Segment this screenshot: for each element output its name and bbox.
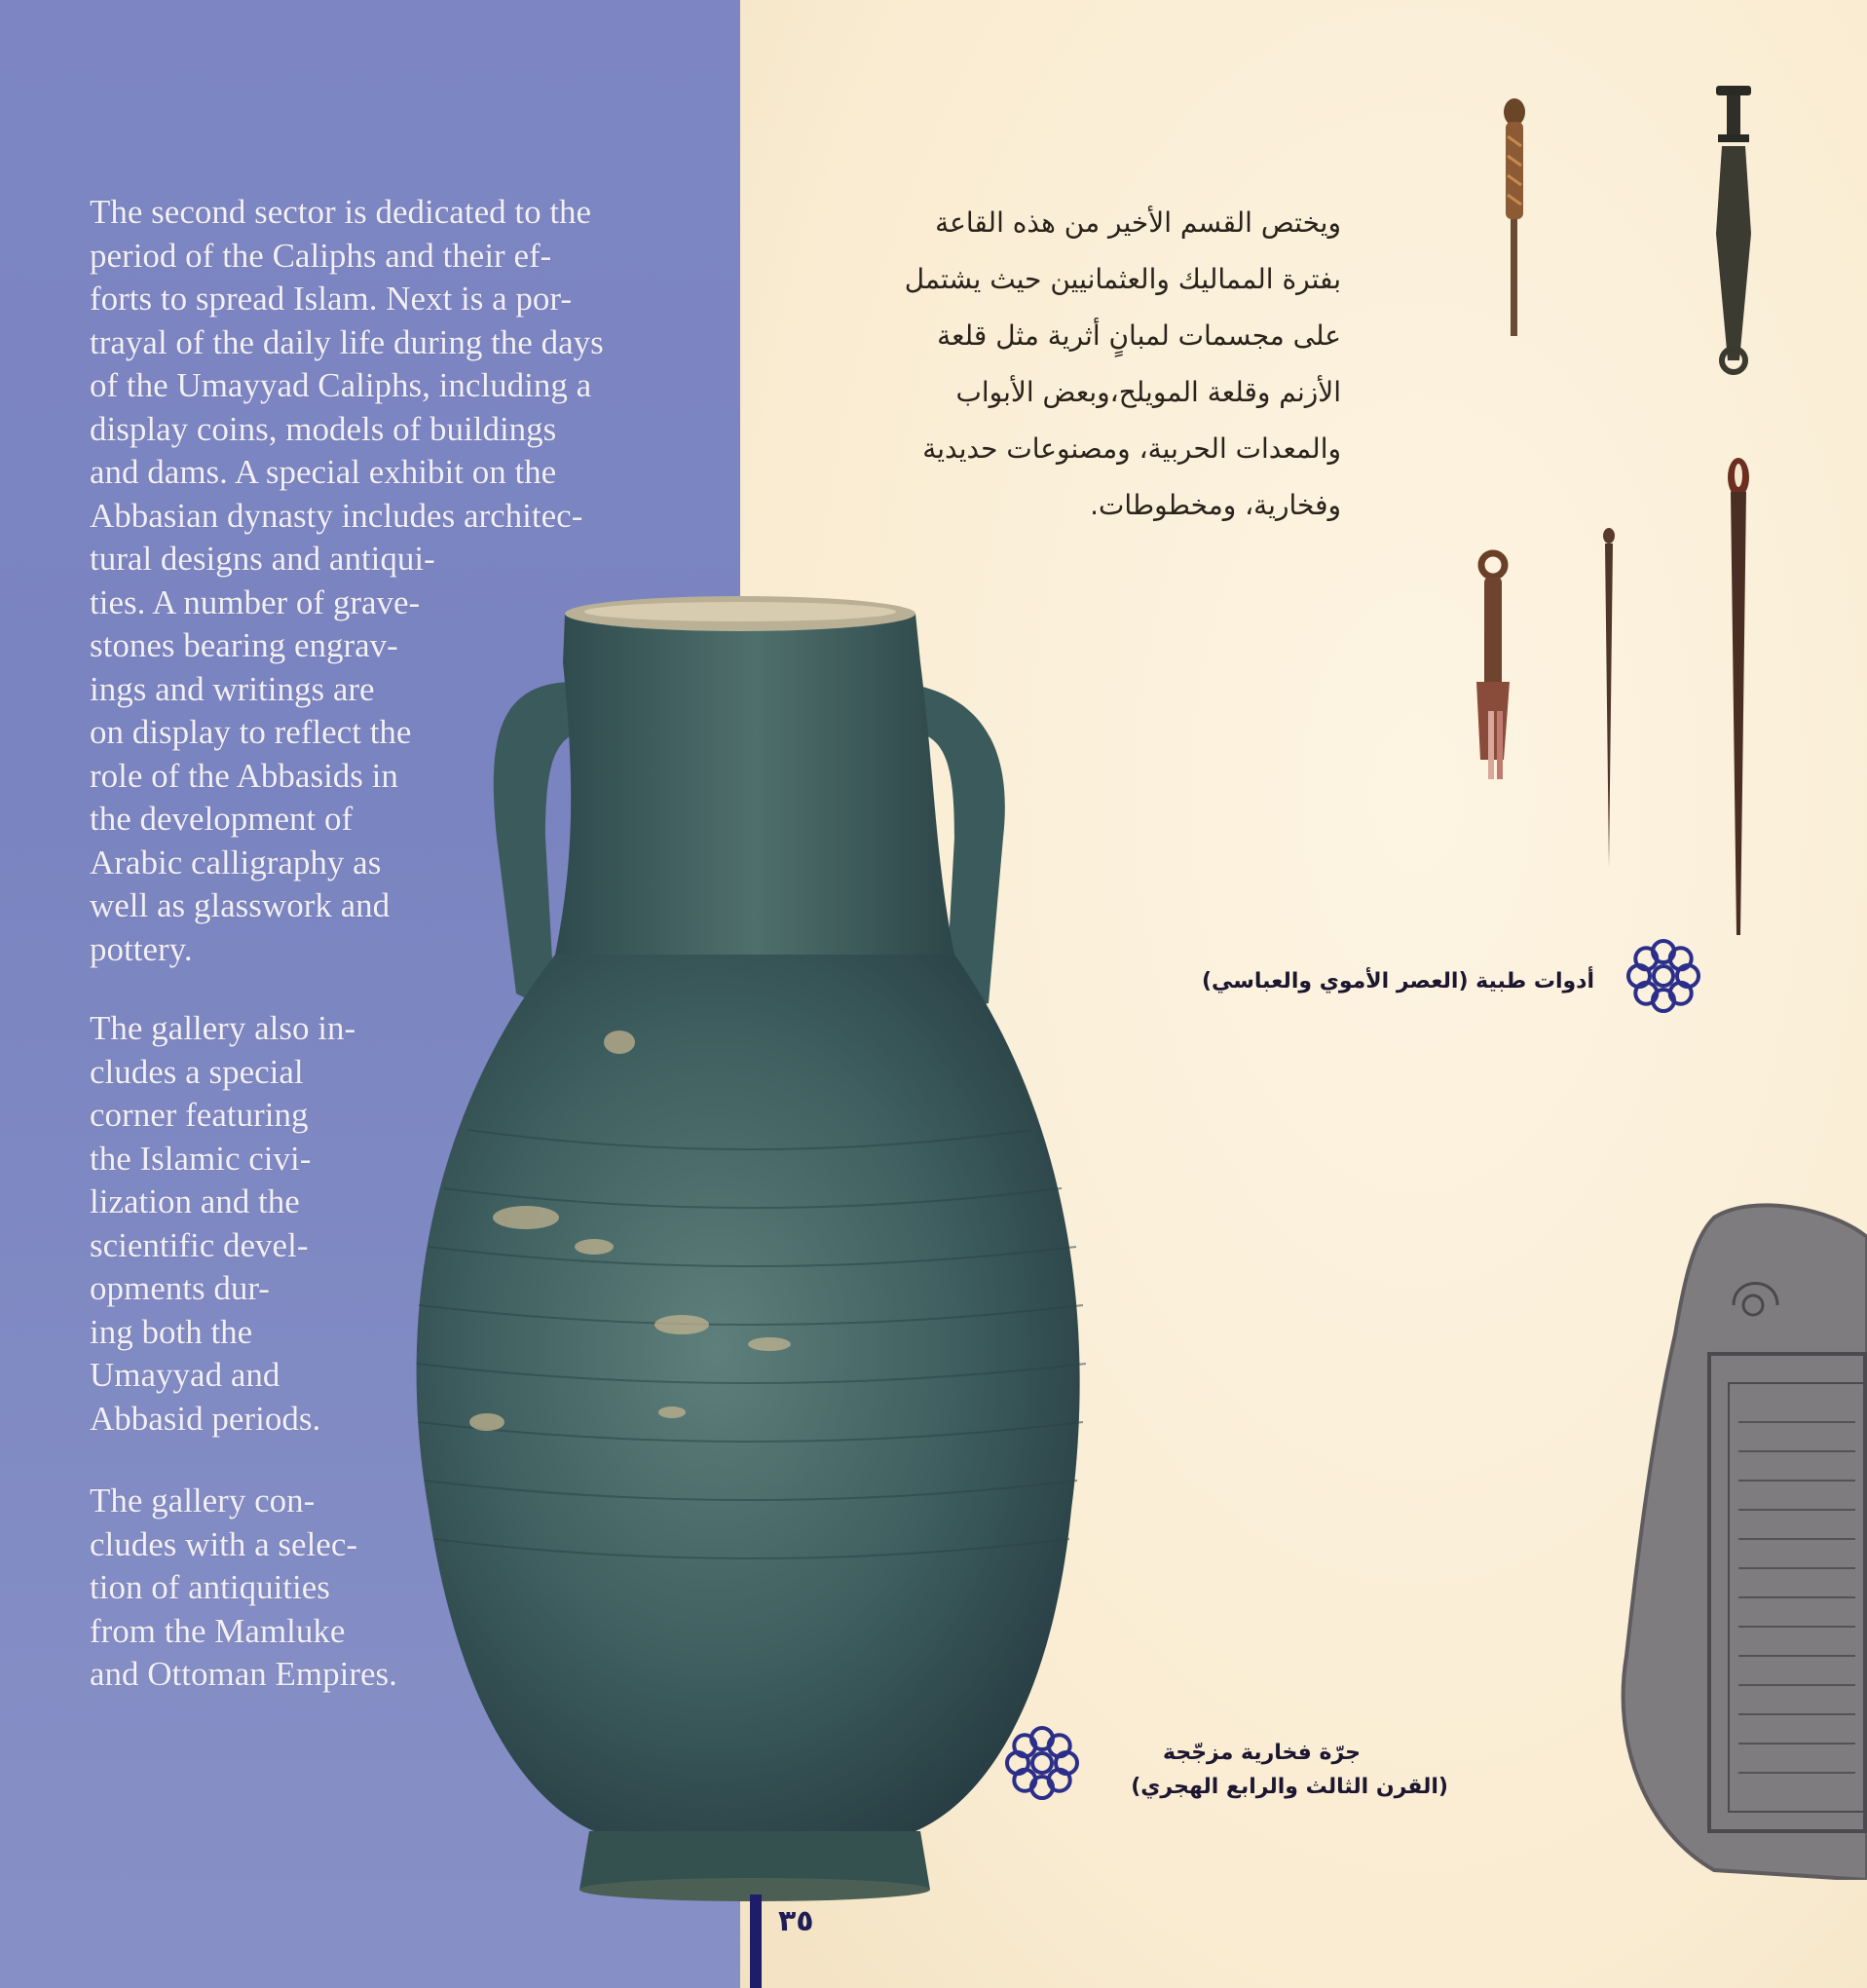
- text-line: الأزنم وقلعة المويلح،وبعض الأبواب: [955, 376, 1341, 408]
- text-line: period of the Caliphs and their ef-: [90, 236, 552, 275]
- text-line: pottery.: [90, 929, 193, 968]
- text-line: والمعدات الحربية، ومصنوعات حديدية: [922, 432, 1341, 465]
- medical-tools-image: [1441, 78, 1792, 955]
- text-line: Abbasid periods.: [90, 1399, 321, 1438]
- text-line: stones bearing engrav-: [90, 626, 398, 664]
- text-line: ing both the: [90, 1312, 253, 1351]
- english-paragraph-2: [90, 1007, 401, 1441]
- rosette-icon: [1001, 1722, 1083, 1804]
- text-line: tion of antiquities: [90, 1568, 330, 1606]
- medical-tool-4: [1603, 528, 1615, 867]
- text-line: ties. A number of grave-: [90, 582, 421, 621]
- medical-tools-caption: أدوات طبية (العصر الأموي والعباسي): [1201, 969, 1594, 994]
- text-line: بفترة المماليك والعثمانيين حيث يشتمل: [904, 263, 1341, 295]
- text-line: tural designs and antiqui-: [90, 540, 435, 578]
- text-line: well as glasswork and: [90, 886, 391, 924]
- text-line: cludes with a selec-: [90, 1524, 358, 1563]
- text-line: of the Umayyad Caliphs, including a: [90, 366, 592, 404]
- text-line: cludes a special: [90, 1052, 304, 1091]
- text-line: Abbasian dynasty includes architec-: [90, 496, 583, 535]
- text-line: lization and the: [90, 1182, 300, 1220]
- text-line: The gallery also in-: [90, 1009, 356, 1047]
- medical-tool-3: [1476, 553, 1510, 779]
- text-line: trayal of the daily life during the days: [90, 322, 604, 361]
- text-line: and Ottoman Empires.: [90, 1655, 397, 1693]
- gravestone-image: [1607, 1198, 1867, 1880]
- text-line: on display to reflect the: [90, 713, 412, 751]
- text-line: The second sector is dedicated to the: [90, 193, 592, 231]
- rosette-icon: [1623, 935, 1704, 1017]
- text-line: على مجسمات لمبانٍ أثرية مثل قلعة: [937, 319, 1341, 352]
- text-line: وفخارية، ومخطوطات.: [1090, 489, 1341, 521]
- text-line: Arabic calligraphy as: [90, 843, 382, 881]
- text-line: display coins, models of buildings: [90, 409, 557, 448]
- text-line: Umayyad and: [90, 1356, 280, 1394]
- arabic-paragraph: [835, 195, 1341, 534]
- text-line: the Islamic civi-: [90, 1139, 312, 1178]
- text-line: and dams. A special exhibit on the: [90, 453, 557, 491]
- text-line: from the Mamluke: [90, 1611, 346, 1650]
- medical-tool-2: [1716, 86, 1751, 372]
- text-line: the development of: [90, 800, 354, 838]
- text-line: ings and writings are: [90, 669, 375, 708]
- text-line: opments dur-: [90, 1269, 270, 1307]
- text-line: scientific devel-: [90, 1225, 309, 1264]
- jar-caption-line-1: جرّة فخارية مزجّجة: [1163, 1741, 1361, 1765]
- english-paragraph-3: [90, 1480, 440, 1697]
- text-line: The gallery con-: [90, 1482, 316, 1519]
- page-number: ٣٥: [778, 1904, 814, 1938]
- medical-tool-5: [1728, 458, 1749, 935]
- medical-tool-1: [1504, 98, 1525, 336]
- text-line: forts to spread Islam. Next is a por-: [90, 280, 573, 318]
- text-line: role of the Abbasids in: [90, 756, 398, 795]
- page-marker-bar: [750, 1894, 762, 1988]
- jar-caption-line-2: (القرن الثالث والرابع الهجري): [1131, 1775, 1448, 1799]
- text-line: ويختص القسم الأخير من هذه القاعة: [935, 206, 1341, 239]
- text-line: corner featuring: [90, 1096, 309, 1134]
